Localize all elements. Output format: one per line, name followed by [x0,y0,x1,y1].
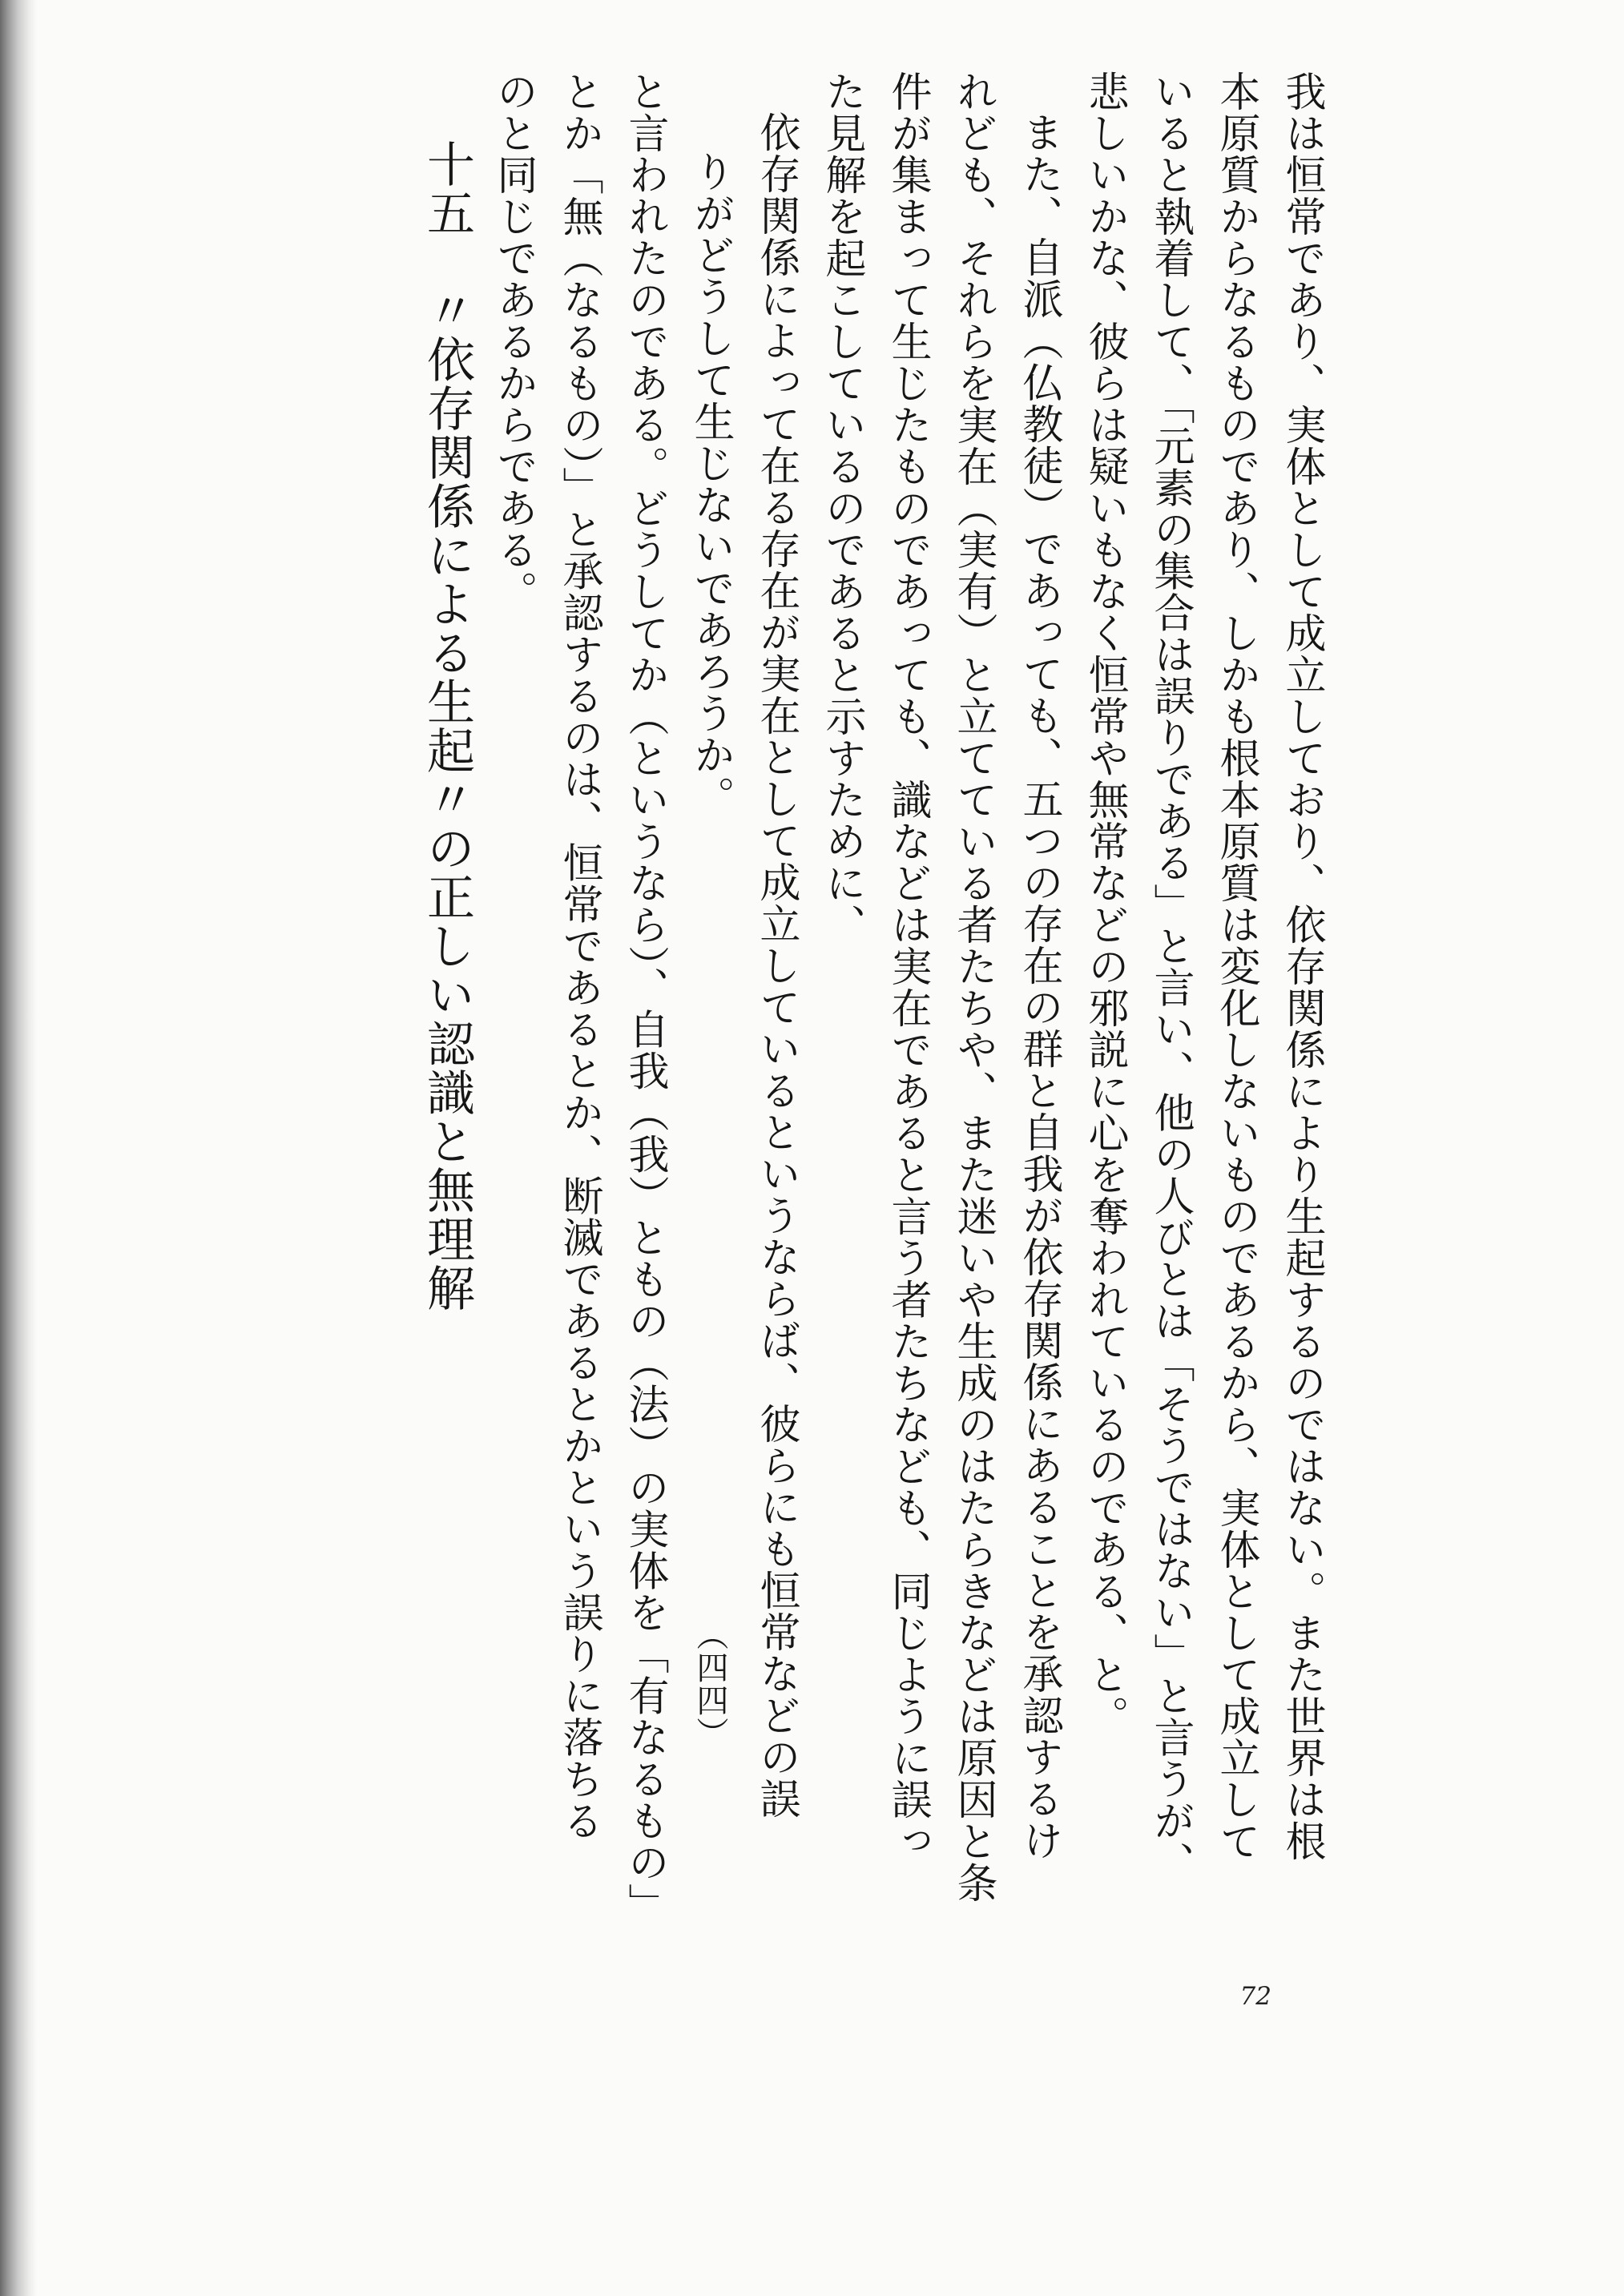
text-line: と言われたのである。どうしてか（というなら）、自我（我）ともの（法）の実体を「有なるもの」 [621,70,668,1925]
text-line: とか「無（なるもの）」と承認するのは、恒常であるとか、断滅であるとかという誤りに落ちる [555,70,602,1842]
text-line: また、自派（仏教徒）であっても、五つの存在の群と自我が依存関係にあることを承認するけ [1015,111,1062,1861]
text-line: のと同じであるからである。 [490,70,537,612]
text-line: 件が集まって生じたものであっても、識などは実在であると言う者たちなども、同じように誤っ [884,70,931,1862]
note-mark: （四四） [691,1618,728,1750]
section-heading: 十五 〃依存関係による生起〃の正しい認識と無理解 [419,139,475,1312]
verse-line: 依存関係によって在る存在が実在として成立しているというならば、彼らにも恒常などの誤 [752,111,800,1819]
text-line: いると執着して、「元素の集合は誤りである」と言い、他の人びとは「そうではない」と言うが、 [1146,70,1194,1883]
text-line: 悲しいかな、彼らは疑いもなく恒常や無常などの邪説に心を奪われているのである、と。 [1081,70,1128,1737]
text-line: 本原質からなるものであり、しかも根本原質は変化しないものであるから、実体として成立して [1212,70,1259,1862]
vertical-text-block [398,70,1334,1977]
page-number: 72 [1239,1982,1271,2011]
text-line: 我は恒常であり、実体として成立しており、依存関係により生起するのではない。また世界は根 [1278,70,1325,1862]
verse-line-text: りがどうして生じないであろうか。 [687,151,734,817]
binding-shadow [0,0,37,2296]
verse-line [677,70,743,1977]
text-line: た見解を起こしているのであると示すために、 [818,70,865,945]
text-line: れども、それらを実在（実有）と立てている者たちや、また迷いや生成のはたらきなどは原因と条 [949,70,997,1903]
